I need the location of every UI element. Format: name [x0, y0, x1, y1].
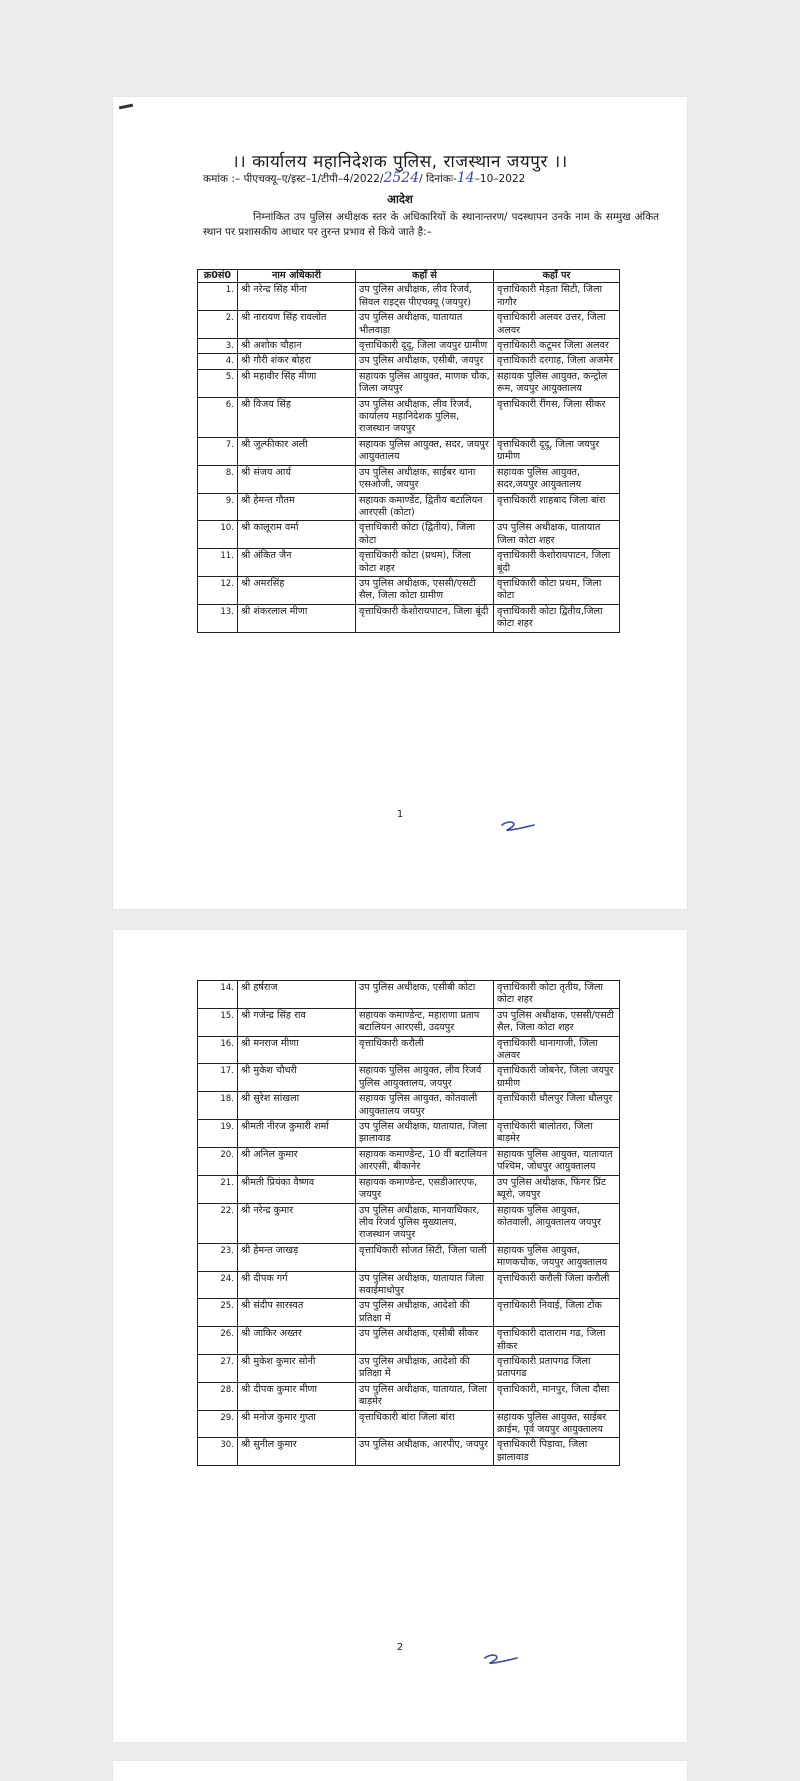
serial-cell: 17.: [198, 1064, 238, 1092]
serial-cell: 24.: [198, 1271, 238, 1299]
date-rest: –10–2022: [474, 173, 526, 185]
table-row: [198, 339, 620, 354]
table-row: [198, 1382, 620, 1410]
from-post-cell: उप पुलिस अधीक्षक, यातायात, जिला झालावाड: [356, 1120, 494, 1148]
officer-name-cell: श्री हर्षराज: [238, 981, 356, 1009]
officer-name-cell: श्री महावीर सिंह मीणा: [238, 369, 356, 397]
table-row: [198, 1175, 620, 1203]
to-post-cell: वृत्ताधिकारी कटूमर जिला अलवर: [494, 339, 620, 354]
serial-cell: 16.: [198, 1036, 238, 1064]
to-post-cell: सहायक पुलिस आयुक्त, यातायात पश्चिम, जोधपुर आयुक्तालय: [494, 1147, 620, 1175]
handwritten-initial: [498, 819, 538, 835]
officer-name-cell: श्री विजय सिंह: [238, 397, 356, 437]
serial-cell: 5.: [198, 369, 238, 397]
table-row: [198, 1147, 620, 1175]
officer-name-cell: श्रीमती प्रियंका वैष्णव: [238, 1175, 356, 1203]
serial-cell: 13.: [198, 604, 238, 632]
to-post-cell: वृत्ताधिकारी मेड़ता सिटी, जिला नागौर: [494, 283, 620, 311]
officer-name-cell: श्री दीपक कुमार मीणा: [238, 1382, 356, 1410]
serial-cell: 30.: [198, 1438, 238, 1466]
document-page-1: [113, 97, 687, 909]
handwritten-initial: [481, 1652, 521, 1668]
serial-cell: 12.: [198, 576, 238, 604]
page-number: 1: [396, 809, 404, 820]
column-header-from: कहाँ से: [356, 270, 494, 283]
officer-name-cell: श्री कालूराम वर्मा: [238, 521, 356, 549]
from-post-cell: सहायक कमाण्डेन्ट, एसडीआरएफ, जयपुर: [356, 1175, 494, 1203]
to-post-cell: वृत्ताधिकारी धौलपुर जिला धौलपुर: [494, 1092, 620, 1120]
serial-cell: 23.: [198, 1243, 238, 1271]
from-post-cell: उप पुलिस अधीक्षक, एससी/एसटी सैल, जिला कोटा ग्रामीण: [356, 576, 494, 604]
officer-name-cell: श्री अशोक चौहान: [238, 339, 356, 354]
officer-name-cell: श्री संजय आर्य: [238, 465, 356, 493]
from-post-cell: वृत्ताधिकारी केशोरायपाटन, जिला बूंदी: [356, 604, 494, 632]
serial-cell: 9.: [198, 493, 238, 521]
to-post-cell: वृत्ताधिकारी थानागाजी, जिला अलवर: [494, 1036, 620, 1064]
to-post-cell: वृत्ताधिकारी रींगस, जिला सीकर: [494, 397, 620, 437]
date-label: दिनांकः-: [426, 173, 457, 185]
table-row: [198, 521, 620, 549]
table-body-page-1: [198, 283, 620, 632]
serial-cell: 3.: [198, 339, 238, 354]
officer-name-cell: श्री दीपक गर्ग: [238, 1271, 356, 1299]
to-post-cell: उप पुलिस अधीक्षक, यातायात जिला कोटा शहर: [494, 521, 620, 549]
to-post-cell: वृत्ताधिकारी करौली जिला करौली: [494, 1271, 620, 1299]
table-row: [198, 397, 620, 437]
serial-cell: 20.: [198, 1147, 238, 1175]
reference-line: [203, 170, 667, 186]
to-post-cell: सहायक पुलिस आयुक्त, कोतवाली, आयुक्तालय जयपुर: [494, 1203, 620, 1243]
order-intro: निम्नांकित उप पुलिस अधीक्षक स्तर के अधिकारियों के स्थानान्तरण/ पदस्थापन उनके नाम के सम्मुख अंकित स्थान पर प्रशासकीय आधार पर तुरन्त प्रभाव से किये जाते है:–: [203, 211, 659, 238]
from-post-cell: उप पुलिस अधीक्षक, एसीबी, जयपुर: [356, 354, 494, 369]
from-post-cell: वृत्ताधिकारी करौली: [356, 1036, 494, 1064]
to-post-cell: वृत्ताधिकारी, मानपुर, जिला दौसा: [494, 1382, 620, 1410]
from-post-cell: सहायक पुलिस आयुक्त, माणक चौक, जिला जयपुर: [356, 369, 494, 397]
serial-cell: 25.: [198, 1299, 238, 1327]
serial-cell: 10.: [198, 521, 238, 549]
from-post-cell: सहायक पुलिस आयुक्त, सदर, जयपुर आयुक्तालय: [356, 437, 494, 465]
to-post-cell: सहायक पुलिस आयुक्त, साईबर क्राईम, पूर्व जयपुर आयुक्तालय: [494, 1410, 620, 1438]
serial-cell: 28.: [198, 1382, 238, 1410]
to-post-cell: वृत्ताधिकारी कोटा द्वितीय,जिला कोटा शहर: [494, 604, 620, 632]
from-post-cell: उप पुलिस अधीक्षक, लीव रिजर्व, कार्यालय महानिदेशक पुलिस, राजस्थान जयपुर: [356, 397, 494, 437]
table-row: [198, 576, 620, 604]
table-row: [198, 1243, 620, 1271]
to-post-cell: वृत्ताधिकारी कोटा प्रथम, जिला कोटा: [494, 576, 620, 604]
from-post-cell: उप पुलिस अधीक्षक, साईबर थाना एसओजी, जयपुर: [356, 465, 494, 493]
punch-mark: [119, 104, 133, 110]
from-post-cell: वृत्ताधिकारी सोजत सिटी, जिला पाली: [356, 1243, 494, 1271]
officer-name-cell: श्री नारायण सिंह रावलोत: [238, 311, 356, 339]
to-post-cell: सहायक पुलिस आयुक्त, सदर,जयपुर आयुक्तालय: [494, 465, 620, 493]
reference-prefix: कमांक :– पीएचक्यू–ए/इस्ट–1/टीपी–4/2022/: [203, 173, 384, 185]
to-post-cell: सहायक पुलिस आयुक्त, कन्ट्रोल रूम, जयपुर आयुक्तालय: [494, 369, 620, 397]
reference-slash: /: [419, 173, 427, 185]
officer-name-cell: श्री नरेन्द्र सिंह मीना: [238, 283, 356, 311]
to-post-cell: वृत्ताधिकारी दरगाह, जिला अजमेर: [494, 354, 620, 369]
serial-cell: 21.: [198, 1175, 238, 1203]
table-row: [198, 437, 620, 465]
to-post-cell: वृत्ताधिकारी प्रतापगढ जिला प्रतापगढ: [494, 1354, 620, 1382]
table-row: [198, 354, 620, 369]
table-row: [198, 311, 620, 339]
officer-name-cell: श्री मुकेश कुमार सोनी: [238, 1354, 356, 1382]
table-row: [198, 1299, 620, 1327]
serial-cell: 27.: [198, 1354, 238, 1382]
from-post-cell: सहायक कमाण्डेन्ट, 10 वीं बटालियन आरएसी, बीकानेर: [356, 1147, 494, 1175]
serial-cell: 4.: [198, 354, 238, 369]
serial-cell: 26.: [198, 1327, 238, 1355]
table-row: [198, 465, 620, 493]
order-title: आदेश: [387, 192, 413, 206]
to-post-cell: वृत्ताधिकारी शाहबाद जिला बांरा: [494, 493, 620, 521]
table-row: [198, 1036, 620, 1064]
table-row: [198, 1327, 620, 1355]
document-page-3-edge: [113, 1761, 687, 1781]
officer-name-cell: श्री संदीप सारस्वत: [238, 1299, 356, 1327]
table-row: [198, 1271, 620, 1299]
from-post-cell: उप पुलिस अधीक्षक, आदेशो की प्रतिक्षा में: [356, 1299, 494, 1327]
serial-cell: 7.: [198, 437, 238, 465]
from-post-cell: उप पुलिस अधीक्षक, लीव रिजर्व, सिवल राइट्स पीएचक्यू (जयपुर): [356, 283, 494, 311]
from-post-cell: उप पुलिस अधीक्षक, मानवाधिकार, लीव रिजर्व पुलिस मुख्यालय, राजस्थान जयपुर: [356, 1203, 494, 1243]
officer-name-cell: श्री हेमन्त गौतम: [238, 493, 356, 521]
column-header-serial: क्र0सं0: [198, 270, 238, 283]
officer-name-cell: श्री गजेन्द्र सिंह राव: [238, 1008, 356, 1036]
serial-cell: 11.: [198, 549, 238, 577]
to-post-cell: उप पुलिस अधीक्षक, एससी/एसटी सैल, जिला कोटा शहर: [494, 1008, 620, 1036]
table-row: [198, 1092, 620, 1120]
serial-cell: 22.: [198, 1203, 238, 1243]
table-row: [198, 1203, 620, 1243]
from-post-cell: वृत्ताधिकारी कोटा (प्रथम), जिला कोटा शहर: [356, 549, 494, 577]
table-header-row: [198, 270, 620, 283]
to-post-cell: सहायक पुलिस आयुक्त, माणकचौक, जयपुर आयुक्तालय: [494, 1243, 620, 1271]
to-post-cell: वृत्ताधिकारी अलवर उत्तर, जिला अलवर: [494, 311, 620, 339]
serial-cell: 14.: [198, 981, 238, 1009]
from-post-cell: सहायक कमाण्डेन्ट, महाराणा प्रताप बटालियन आरएसी, उदयपुर: [356, 1008, 494, 1036]
table-row: [198, 493, 620, 521]
table-row: [198, 1008, 620, 1036]
to-post-cell: उप पुलिस अधीक्षक, फिंगर प्रिंट ब्यूरो, जयपुर: [494, 1175, 620, 1203]
column-header-to: कहाँ पर: [494, 270, 620, 283]
officer-name-cell: श्री शंकरलाल मीणा: [238, 604, 356, 632]
serial-cell: 6.: [198, 397, 238, 437]
officer-name-cell: श्री जाकिर अख्तर: [238, 1327, 356, 1355]
officer-name-cell: श्री सुरेश सांखला: [238, 1092, 356, 1120]
table-row: [198, 1064, 620, 1092]
officer-name-cell: श्रीमती नीरज कुमारी शर्मा: [238, 1120, 356, 1148]
from-post-cell: उप पुलिस अधीक्षक, एसीबी सीकर: [356, 1327, 494, 1355]
handwritten-order-number: 2524: [383, 170, 420, 186]
serial-cell: 8.: [198, 465, 238, 493]
table-row: [198, 1410, 620, 1438]
officer-name-cell: श्री अनिल कुमार: [238, 1147, 356, 1175]
from-post-cell: वृत्ताधिकारी दूदू, जिला जयपुर ग्रामीण: [356, 339, 494, 354]
from-post-cell: उप पुलिस अधीक्षक, एसीबी कोटा: [356, 981, 494, 1009]
serial-cell: 19.: [198, 1120, 238, 1148]
to-post-cell: वृत्ताधिकारी कोटा तृतीय, जिला कोटा शहर: [494, 981, 620, 1009]
page-number: 2: [396, 1642, 404, 1653]
table-row: [198, 604, 620, 632]
officer-name-cell: श्री जुल्फीकार अली: [238, 437, 356, 465]
from-post-cell: उप पुलिस अधीक्षक, यातायात, जिला बाड़मेर: [356, 1382, 494, 1410]
table-body-page-2: [198, 981, 620, 1466]
officer-name-cell: श्री सुनील कुमार: [238, 1438, 356, 1466]
from-post-cell: उप पुलिस अधीक्षक, आरपीए, जयपुर: [356, 1438, 494, 1466]
from-post-cell: उप पुलिस अधीक्षक, यातायात जिला सवाईमाधोपुर: [356, 1271, 494, 1299]
officer-name-cell: श्री अमरसिंह: [238, 576, 356, 604]
officer-name-cell: श्री मनराज मीणा: [238, 1036, 356, 1064]
from-post-cell: सहायक पुलिस आयुक्त, कोतवाली आयुक्तालय जयपुर: [356, 1092, 494, 1120]
office-header: ।। कार्यालय महानिदेशक पुलिस, राजस्थान जयपुर ।।: [232, 152, 568, 172]
from-post-cell: उप पुलिस अधीक्षक, यातायात भीलवाड़ा: [356, 311, 494, 339]
table-row: [198, 369, 620, 397]
handwritten-date: 14: [456, 170, 475, 186]
serial-cell: 15.: [198, 1008, 238, 1036]
serial-cell: 2.: [198, 311, 238, 339]
from-post-cell: उप पुलिस अधीक्षक, आदेशो की प्रतिक्षा में: [356, 1354, 494, 1382]
officer-name-cell: श्री अंकित जैन: [238, 549, 356, 577]
officer-name-cell: श्री मुकेश चौधरी: [238, 1064, 356, 1092]
officer-name-cell: श्री नरेन्द्र कुमार: [238, 1203, 356, 1243]
to-post-cell: वृत्ताधिकारी बालोतरा, जिला बाड़मेर: [494, 1120, 620, 1148]
serial-cell: 1.: [198, 283, 238, 311]
table-row: [198, 1438, 620, 1466]
to-post-cell: वृत्ताधिकारी दूदू, जिला जयपुर ग्रामीण: [494, 437, 620, 465]
to-post-cell: वृत्ताधिकारी जोबनेर, जिला जयपुर ग्रामीण: [494, 1064, 620, 1092]
serial-cell: 29.: [198, 1410, 238, 1438]
column-header-name: नाम अधिकारी: [238, 270, 356, 283]
table-row: [198, 981, 620, 1009]
from-post-cell: सहायक पुलिस आयुक्त, लीव रिजर्व पुलिस आयुक्तालय, जयपुर: [356, 1064, 494, 1092]
to-post-cell: वृत्ताधिकारी केशोरायपाटन, जिला बूंदी: [494, 549, 620, 577]
from-post-cell: सहायक कमाण्डेंट, द्वितीय बटालियन आरएसी (कोटा): [356, 493, 494, 521]
table-row: [198, 549, 620, 577]
table-row: [198, 1354, 620, 1382]
transfer-table-page-2: [197, 980, 620, 1466]
serial-cell: 18.: [198, 1092, 238, 1120]
from-post-cell: वृत्ताधिकारी कोटा (द्वितीय), जिला कोटा: [356, 521, 494, 549]
document-page-2: [113, 930, 687, 1742]
to-post-cell: वृत्ताधिकारी पिड़ावा, जिला झालावाड: [494, 1438, 620, 1466]
from-post-cell: वृत्ताधिकारी बांरा जिला बांरा: [356, 1410, 494, 1438]
officer-name-cell: श्री मनोज कुमार गुप्ता: [238, 1410, 356, 1438]
officer-name-cell: श्री हेमन्त जाखड़: [238, 1243, 356, 1271]
table-row: [198, 283, 620, 311]
to-post-cell: वृत्ताधिकारी निवाई, जिला टोंक: [494, 1299, 620, 1327]
officer-name-cell: श्री गौरी शंकर बोहरा: [238, 354, 356, 369]
table-row: [198, 1120, 620, 1148]
to-post-cell: वृत्ताधिकारी दाताराम गढ, जिला सीकर: [494, 1327, 620, 1355]
transfer-table-page-1: [197, 269, 620, 633]
